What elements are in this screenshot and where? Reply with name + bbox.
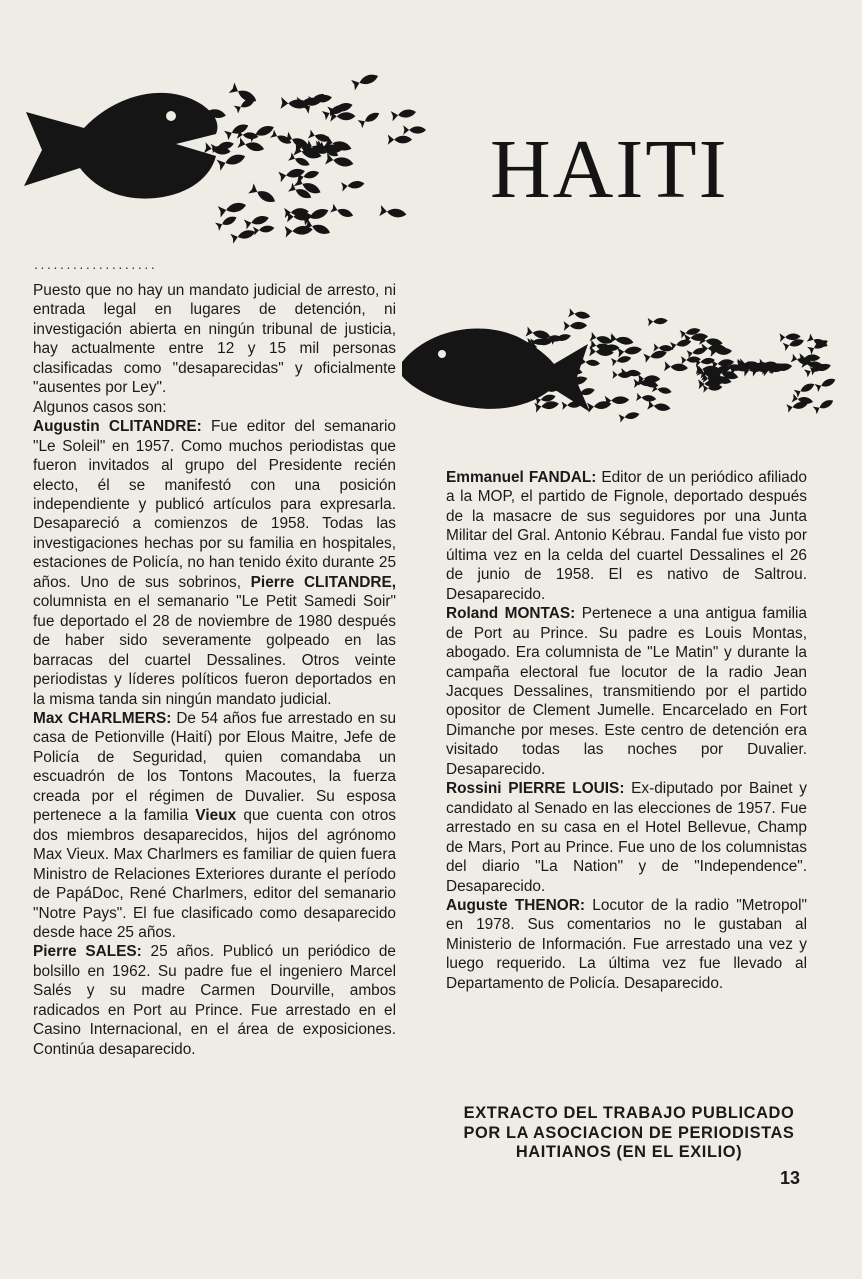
case-entry xyxy=(33,709,396,942)
case-entry xyxy=(446,604,807,779)
big-fish-chasing-school-icon xyxy=(6,64,476,254)
small-fish-icon xyxy=(341,179,365,192)
case-name: Rossini PIERRE LOUIS: xyxy=(446,780,625,798)
case-name: Max CHARLMERS: xyxy=(33,709,172,727)
small-fish-icon xyxy=(230,227,256,244)
case-name: Augustin CLITANDRE: xyxy=(33,418,202,436)
right-column xyxy=(446,468,807,993)
page-number: 13 xyxy=(780,1168,801,1188)
left-column xyxy=(33,281,396,1059)
case-text: Editor de un periódico afiliado a la MOP, el partido de Fignole, deportado después de la masacre de sus seguidores por una Junta Militar del Gral. Antonio Kébrau. Fandal fue visto por última vez en la celda del cuartel Dessalines el 26 de junio de 1958. El es nativo de Saltrou. Desaparecido. xyxy=(446,469,807,603)
small-fish-icon xyxy=(278,166,306,183)
page-title: HAITI xyxy=(490,123,729,216)
source-credit: EXTRACTO DEL TRABAJO PUBLICADO POR LA ASOCIACION DE PERIODISTAS HAITIANOS (EN EL EXILIO) xyxy=(463,1104,795,1161)
intro-cases-label: Algunos casos son: xyxy=(33,398,167,416)
case-text-2: que cuenta con otros dos miembros desaparecidos, hijos del agrónomo Max Vieux. Max Charlmers es familiar de quien fuera Ministro de Relaciones Exteriores durante el período de PapáDoc, René Charlmers, editor del semanario "Notre Pays". El fue clasificado como desaparecido desde hace 25 años. xyxy=(33,807,396,941)
small-fish-icon xyxy=(379,205,407,220)
small-fish-icon xyxy=(647,400,671,413)
small-fish-icon xyxy=(388,134,412,144)
case-name-2: Vieux xyxy=(195,807,237,825)
small-fish-icon xyxy=(564,320,588,331)
case-entry xyxy=(446,779,807,896)
small-fish-icon xyxy=(351,71,380,91)
case-name-2: Pierre CLITANDRE, xyxy=(250,573,396,591)
case-text: Locutor de la radio "Metropol" en 1978. Sus comentarios no le gustaban al Ministerio de Información. Fue arrestado una vez y luego requerido. La última vez fue llevado al Departamento de Policía. Desaparecido. xyxy=(446,896,807,992)
small-fish-icon xyxy=(648,316,668,326)
case-text-2: columnista en el semanario "Le Petit Samedi Soir" fue deportado el 28 de noviembre de 1980 después de haber sido severamente golpeado en las barracas del cuartel Dessalines. Otros veinte periodistas y líderes políticos fueron deportados en la misma tanda sin ningún mandato judicial. xyxy=(33,593,396,708)
small-fish-icon xyxy=(280,97,309,111)
small-fish-icon xyxy=(330,204,355,221)
small-fish-icon xyxy=(403,125,426,135)
school-of-fish-chasing-big-fish-icon xyxy=(398,284,850,454)
case-entry xyxy=(33,942,396,1059)
small-fish-icon xyxy=(580,357,600,367)
case-entry xyxy=(33,417,396,709)
case-name: Emmanuel FANDAL: xyxy=(446,469,597,486)
small-fish-icon xyxy=(636,393,657,403)
case-text: 25 años. Publicó un periódico de bolsillo en 1962. Su padre fue el ingeniero Marcel Salés y su madre Carmen Dourville, ambos radicados en Port au Prince. Fue arrestado en el Casino Internacional, en el área de exposiciones. Continúa desaparecido. xyxy=(33,943,396,1058)
small-fish-icon xyxy=(218,199,248,217)
case-name: Pierre SALES: xyxy=(33,943,142,961)
small-fish-icon xyxy=(325,153,354,170)
small-fish-icon xyxy=(215,213,238,231)
small-fish-icon xyxy=(814,375,837,392)
small-fish-icon xyxy=(247,122,276,142)
intro-paragraph: Puesto que no hay un mandato judicial de arresto, ni entrada legal en lugares de detención, ni investigación abierta en ningún tribunal de justicia, hay actualmente entre 12 y 15 mil personas clasificadas como "desaparecidas" y oficialmente "ausentes por Ley". xyxy=(33,282,396,397)
dotted-rule: ................... xyxy=(34,256,158,272)
small-fish-icon xyxy=(568,308,591,321)
case-text: Ex-diputado por Bainet y candidato al Senado en las elecciones de 1957. Fue arrestado en su casa en el Hotel Bellevue, Champ de Mars, Port au Prince. Fue uno de los columnistas del diario "La Nation" y de "Independence". Desaparecido. xyxy=(446,780,807,895)
small-fish-icon xyxy=(813,397,836,415)
case-entry xyxy=(446,896,807,993)
case-text: Fue editor del semanario "Le Soleil" en 1957. Como muchos periodistas que fueron invitados al grupo del Presidente recién electo, él se manifestó con una posición independiente y publicó artículos para expresarla. Desapareció a comienzos de 1958. Todas las investigaciones hechas por su familia en hospitales, estaciones de Policía, no han tenido éxito durante 25 años. Uno de sus sobrinos, xyxy=(33,418,396,591)
small-fish-icon xyxy=(611,354,632,366)
case-entry xyxy=(446,468,807,604)
small-fish-icon xyxy=(391,107,417,122)
small-fish-icon xyxy=(358,109,382,128)
small-fish-icon xyxy=(253,224,275,236)
small-fish-icon xyxy=(794,380,817,397)
small-fish-icon xyxy=(617,344,642,357)
case-name: Auguste THENOR: xyxy=(446,896,585,914)
case-text: Pertenece a una antigua familia de Port au Prince. Su padre es Louis Montas, abogado. Era columnista de "Le Matin" y durante la campaña electoral fue locutor de la radio Jean Jacques Dessalines, transmitiendo por el partido opositor de Clement Jumelle. Encarcelado en Fort Dimanche por meses. Este centro de detención era visitado todas las noches por Duvalier. Desaparecido. xyxy=(446,605,807,778)
small-fish-icon xyxy=(664,361,688,373)
small-fish-icon xyxy=(618,410,640,423)
case-name: Roland MONTAS: xyxy=(446,605,576,623)
small-fish-icon xyxy=(248,183,278,206)
case-text: De 54 años fue arrestado en su casa de Petionville (Haití) por Elous Maitre, Jefe de Policía de Seguridad, quien comandaba un escuadrón de los Tontons Macoutes, la fuerza creada por el régimen de Duvalier. Su esposa pertenece a la familia xyxy=(33,709,397,825)
